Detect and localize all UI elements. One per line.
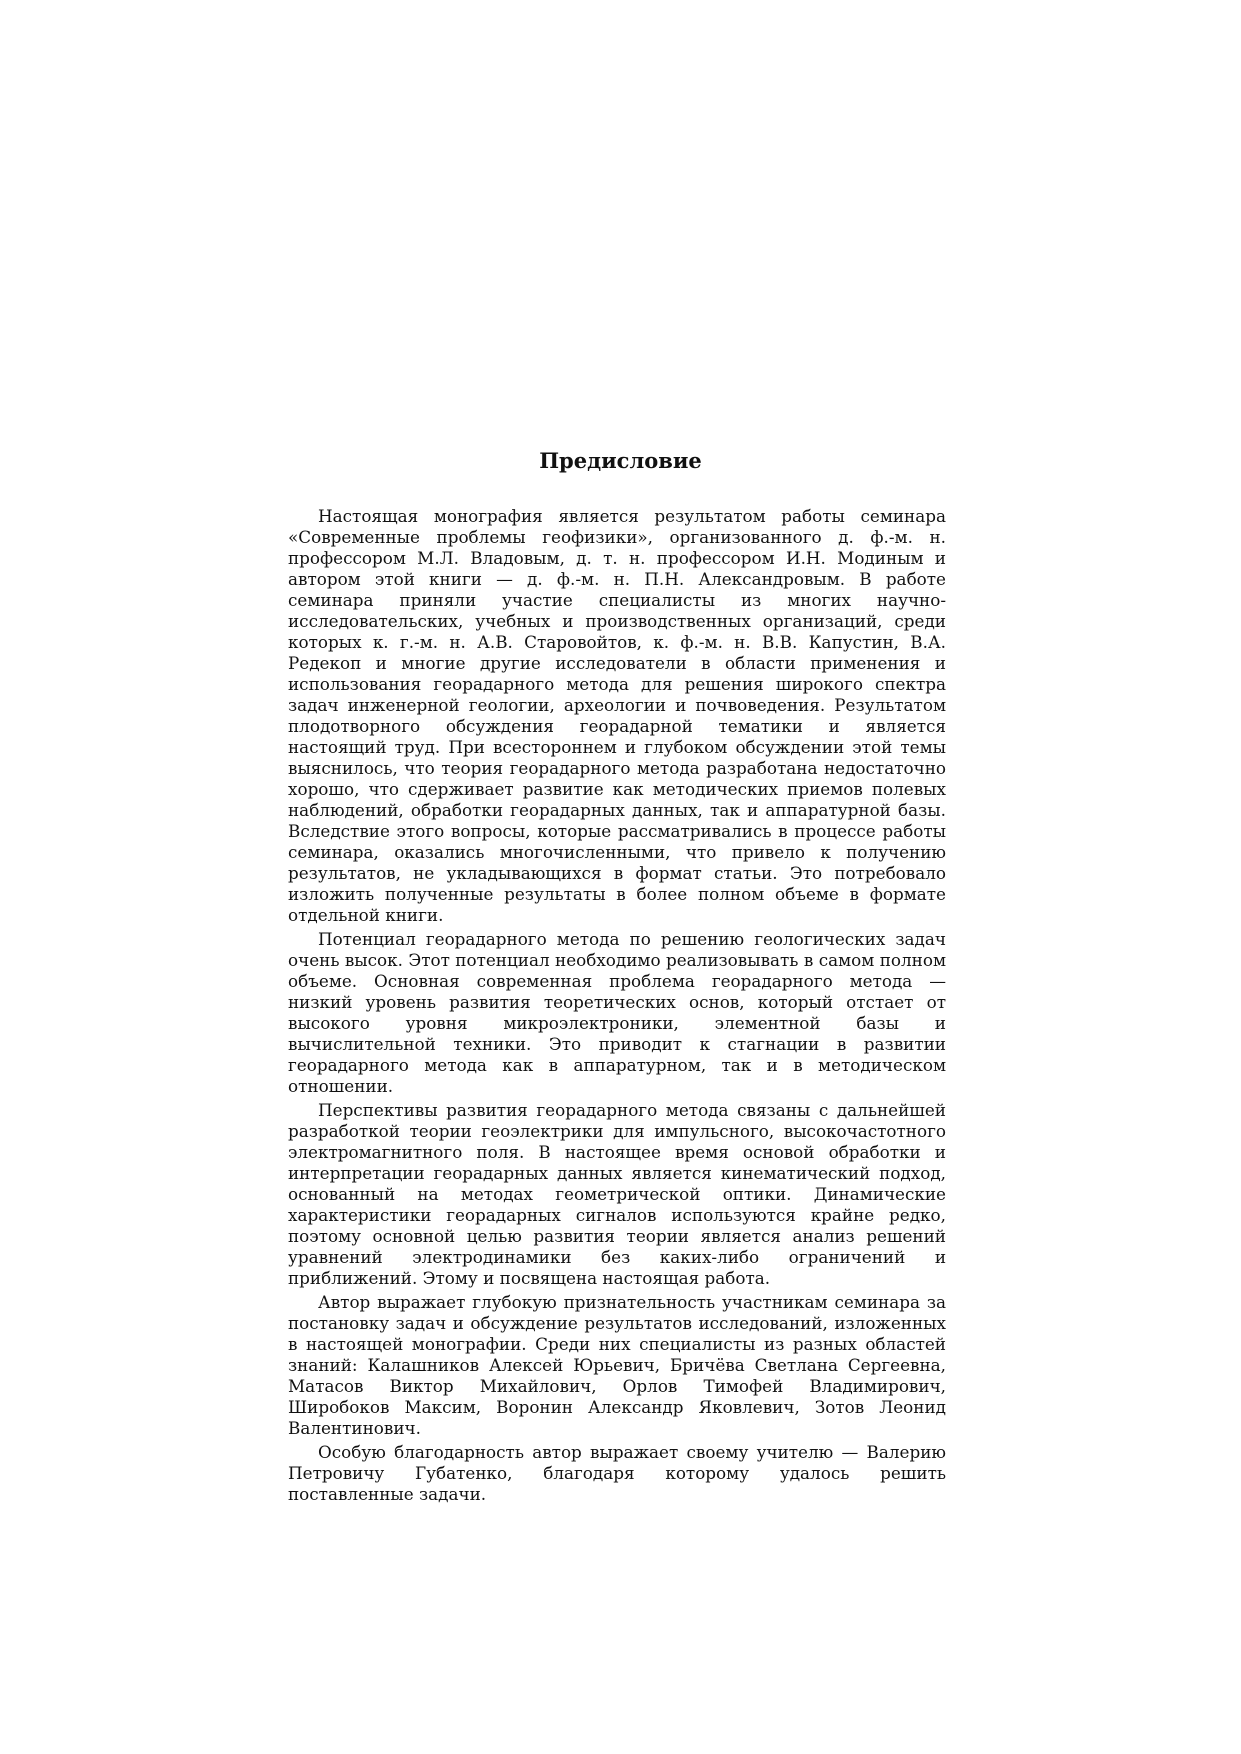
paragraph: Автор выражает глубокую признательность участникам семинара за постановку задач и обсуждение результатов исследований, изложенных в настоящей монографии. Среди них специалисты из разных областей знаний: Калашников Алексей Юрьевич, Бричёва Светлана Сергеевна, Матасов Виктор Михайлович, Орлов Тимофей Владимирович, Широбоков Максим, Воронин Александр Яковлевич, Зотов Леонид Валентинович.: [288, 1292, 946, 1438]
body-text: [288, 506, 946, 1505]
paragraph: Потенциал георадарного метода по решению геологических задач очень высок. Этот потенциал необходимо реализовывать в самом полном объеме. Основная современная проблема георадарного метода — низкий уровень развития теоретических основ, который отстает от высокого уровня микроэлектроники, элементной базы и вычислительной техники. Это приводит к стагнации в развитии георадарного метода как в аппаратурном, так и в методическом отношении.: [288, 929, 946, 1096]
paragraph: Настоящая монография является результатом работы семинара «Современные проблемы геофизики», организованного д. ф.-м. н. профессором М.Л. Владовым, д. т. н. профессором И.Н. Модиным и автором этой книги — д. ф.-м. н. П.Н. Александровым. В работе семинара приняли участие специалисты из многих научно-исследовательских, учебных и производственных организаций, среди которых к. г.-м. н. А.В. Старовойтов, к. ф.-м. н. В.В. Капустин, В.А. Редекоп и многие другие исследователи в области применения и использования георадарного метода для решения широкого спектра задач инженерной геологии, археологии и почвоведения. Результатом плодотворного обсуждения георадарной тематики и является настоящий труд. При всестороннем и глубоком обсуждении этой темы выяснилось, что теория георадарного метода разработана недостаточно хорошо, что сдерживает развитие как методических приемов полевых наблюдений, обработки георадарных данных, так и аппаратурной базы. Вследствие этого вопросы, которые рассматривались в процессе работы семинара, оказались многочисленными, что привело к получению результатов, не укладывающихся в формат статьи. Это потребовало изложить полученные результаты в более полном объеме в формате отдельной книги.: [288, 506, 946, 925]
paragraph: Перспективы развития георадарного метода связаны с дальнейшей разработкой теории геоэлектрики для импульсного, высокочастотного электромагнитного поля. В настоящее время основой обработки и интерпретации георадарных данных является кинематический подход, основанный на методах геометрической оптики. Динамические характеристики георадарных сигналов используются крайне редко, поэтому основной целью развития теории является анализ решений уравнений электродинамики без каких-либо ограничений и приближений. Этому и посвящена настоящая работа.: [288, 1100, 946, 1288]
paragraph: Особую благодарность автор выражает своему учителю — Валерию Петровичу Губатенко, благодаря которому удалось решить поставленные задачи.: [288, 1442, 946, 1504]
page-title: Предисловие: [539, 448, 702, 473]
